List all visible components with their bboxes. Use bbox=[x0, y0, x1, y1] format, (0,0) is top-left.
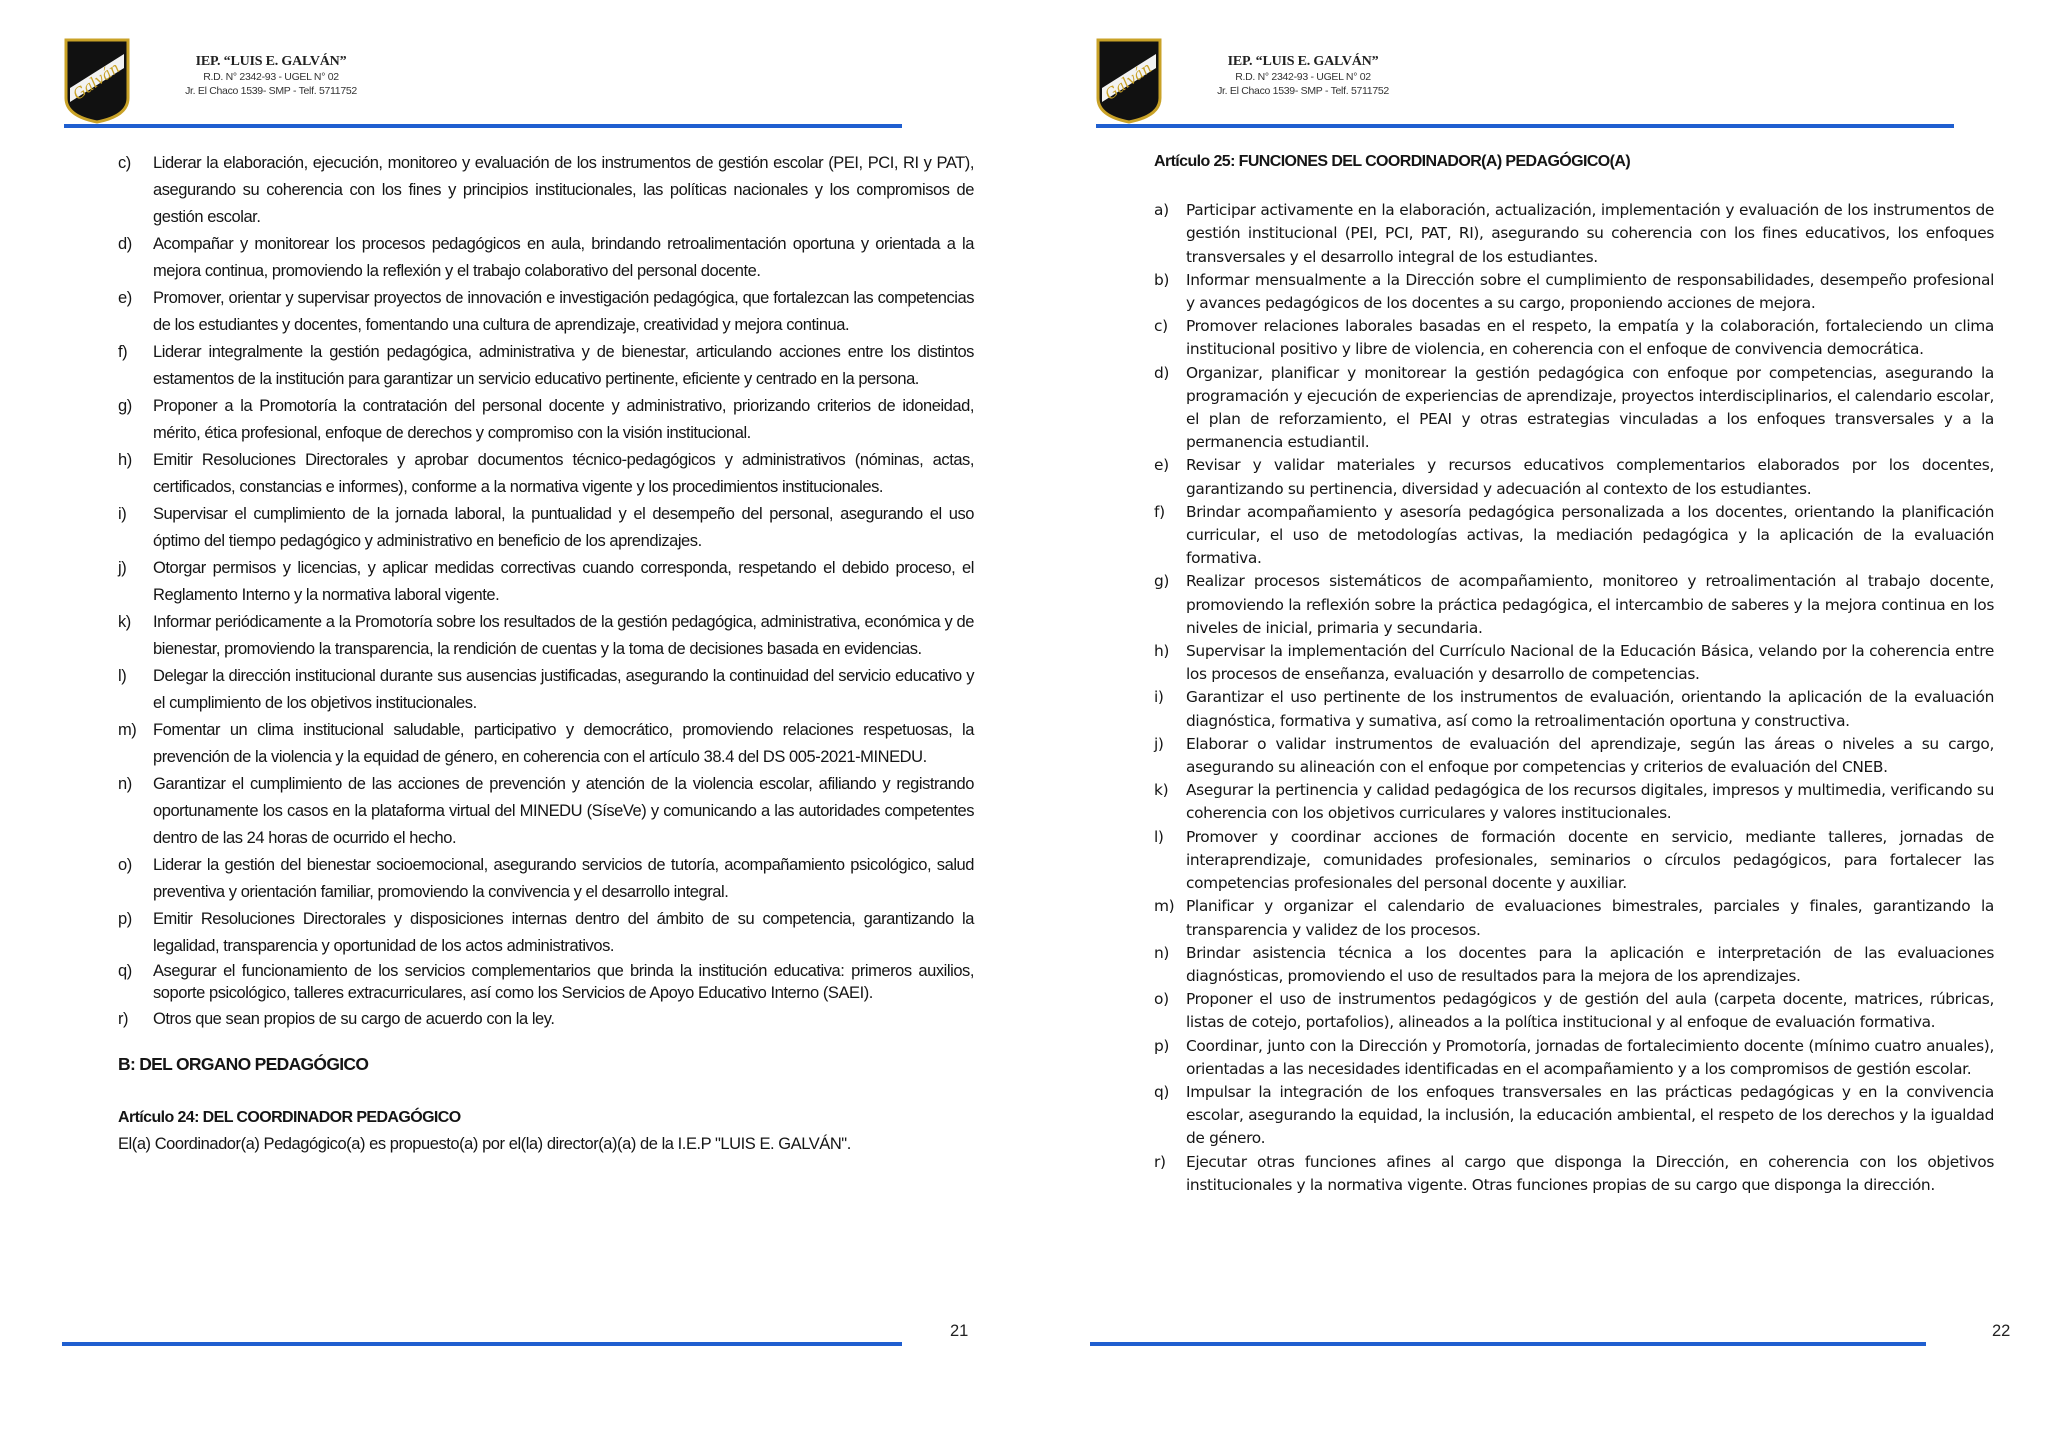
list-item: d) Acompañar y monitorear los procesos pedagógicos en aula, brindando retroalimentación oportuna y orientada a la mejora continua, promoviendo la reflexión y el trabajo colaborativo del personal docente. bbox=[118, 235, 974, 280]
list-item: a) Participar activamente en la elaboración, actualización, implementación y evaluación de los instrumentos de gestión institucional (PEI, PCI, PAT, RI), asegurando su coherencia con los fines educativos, los enfoques transversales y el desarrollo integral de los estudiantes. bbox=[1154, 201, 1994, 266]
page-number: 21 bbox=[950, 1322, 969, 1340]
list-item: l) Promover y coordinar acciones de formación docente en servicio, mediante talleres, jornadas de interaprendizaje, comunidades profesionales, seminarios o círculos pedagógicos, para fortalecer las competencias profesionales del personal docente y auxiliar. bbox=[1154, 827, 1994, 893]
header-rule bbox=[64, 124, 902, 128]
school-resolution: R.D. N° 2342-93 - UGEL N° 02 bbox=[1235, 71, 1371, 83]
section-title: B: DEL ORGANO PEDAGÓGICO bbox=[118, 1054, 369, 1074]
page-number: 22 bbox=[1992, 1322, 2011, 1340]
page-body bbox=[1154, 150, 1994, 1197]
list-item: q) Impulsar la integración de los enfoques transversales en las prácticas pedagógicas y en la convivencia escolar, asegurando la equidad, la inclusión, la educación ambiental, el respeto de los derechos y la igualdad de género. bbox=[1154, 1082, 1994, 1148]
article-title: Artículo 24: DEL COORDINADOR PEDAGÓGICO bbox=[118, 1109, 461, 1126]
list-item: d) Organizar, planificar y monitorear la gestión pedagógica con enfoque por competencias, asegurando la programación y ejecución de experiencias de aprendizaje, proyectos interdisciplinarios, el calendario escolar, el plan de reforzamiento, el PEAI y otras estrategias vinculadas a los enfoques transversales y a la permanencia estudiantil. bbox=[1154, 363, 1994, 452]
list-item: f) Brindar acompañamiento y asesoría pedagógica personalizada a los docentes, orientando la planificación curricular, el uso de metodologías activas, la mediación pedagógica y la aplicación de la evaluación formativa. bbox=[1154, 502, 1994, 568]
list-item: n) Brindar asistencia técnica a los docentes para la aplicación e interpretación de las evaluaciones diagnósticas, promoviendo el uso de resultados para la mejora de los aprendizajes. bbox=[1154, 943, 1994, 985]
article-text: El(a) Coordinador(a) Pedagógico(a) es propuesto(a) por el(la) director(a)(a) de la I.E.P "LUIS E. GALVÁN". bbox=[118, 1135, 851, 1153]
page-header bbox=[62, 36, 902, 130]
list-item: b) Informar mensualmente a la Dirección sobre el cumplimiento de responsabilidades, desempeño profesional y avances pedagógicos de los docentes a su cargo, proponiendo acciones de mejora. bbox=[1154, 270, 1994, 313]
logo-text: Galván bbox=[69, 58, 124, 104]
school-resolution: R.D. N° 2342-93 - UGEL N° 02 bbox=[203, 71, 339, 83]
footer-rule bbox=[1090, 1342, 1926, 1346]
list-item: q) Asegurar el funcionamiento de los servicios complementarios que brinda la institución educativa: primeros auxilios, soporte psicológico, talleres extracurriculares, así como los Servicios de Apoyo Educativo Interno (SAEI). bbox=[118, 962, 974, 1002]
document-page-22 bbox=[1024, 0, 2048, 1448]
list-item: p) Emitir Resoluciones Directorales y disposiciones internas dentro del ámbito de su competencia, garantizando la legalidad, transparencia y oportunidad de los actos administrativos. bbox=[118, 910, 974, 955]
list-item: k) Asegurar la pertinencia y calidad pedagógica de los recursos digitales, impresos y multimedia, verificando su coherencia con los objetivos curriculares y valores institucionales. bbox=[1154, 781, 1994, 823]
list-item: j) Otorgar permisos y licencias, y aplicar medidas correctivas cuando corresponda, respetando el debido proceso, el Reglamento Interno y la normativa laboral vigente. bbox=[118, 559, 974, 604]
page-body bbox=[118, 150, 974, 1158]
list-item: j) Elaborar o validar instrumentos de evaluación del aprendizaje, según las áreas o niveles a su cargo, asegurando su alineación con el enfoque por competencias y criterios de evaluación del CNEB. bbox=[1154, 734, 1994, 777]
list-item: c) Promover relaciones laborales basadas en el respeto, la empatía y la colaboración, fortaleciendo un clima institucional positivo y libre de violencia, en coherencia con el enfoque de convivencia democrática. bbox=[1154, 317, 1994, 359]
list-item: e) Revisar y validar materiales y recursos educativos complementarios elaborados por los docentes, garantizando su pertinencia, diversidad y adecuación al contexto de los estudiantes. bbox=[1154, 456, 1994, 498]
list-item: r) Ejecutar otras funciones afines al cargo que disponga la Dirección, en coherencia con los objetivos institucionales y la normativa vigente. Otras funciones propias de su cargo que disponga la dirección. bbox=[1154, 1152, 1994, 1194]
header-text-block bbox=[166, 54, 376, 98]
list-item: c) Liderar la elaboración, ejecución, monitoreo y evaluación de los instrumentos de gestión escolar (PEI, PCI, RI y PAT), asegurando su coherencia con los fines y principios institucionales, las políticas nacionales y los compromisos de gestión escolar. bbox=[118, 154, 974, 226]
list-item: m) Fomentar un clima institucional saludable, participativo y democrático, promoviendo relaciones respetuosas, la prevención de la violencia y la equidad de género, en coherencia con el artículo 38.4 del DS 005-2021-MINEDU. bbox=[118, 721, 974, 766]
list-item: i) Supervisar el cumplimiento de la jornada laboral, la puntualidad y el desempeño del personal, asegurando el uso óptimo del tiempo pedagógico y administrativo en beneficio de los aprendizajes. bbox=[118, 505, 974, 550]
school-address: Jr. El Chaco 1539- SMP - Telf. 5711752 bbox=[185, 85, 357, 97]
list-item: l) Delegar la dirección institucional durante sus ausencias justificadas, asegurando la continuidad del servicio educativo y el cumplimiento de los objetivos institucionales. bbox=[118, 667, 974, 712]
school-name: IEP. “LUIS E. GALVÁN” bbox=[1227, 54, 1379, 69]
list-item: k) Informar periódicamente a la Promotoría sobre los resultados de la gestión pedagógica, administrativa, económica y de bienestar, promoviendo la transparencia, la rendición de cuentas y la toma de decisiones basada en evidencias. bbox=[118, 613, 974, 658]
list-item: i) Garantizar el uso pertinente de los instrumentos de evaluación, orientando la aplicación de la evaluación diagnóstica, formativa y sumativa, así como la retroalimentación oportuna y constructiva. bbox=[1154, 688, 1994, 730]
logo-text: Galván bbox=[1101, 58, 1156, 104]
list-item: r) Otros que sean propios de su cargo de acuerdo con la ley. bbox=[118, 1010, 555, 1028]
school-address: Jr. El Chaco 1539- SMP - Telf. 5711752 bbox=[1217, 85, 1389, 97]
school-logo bbox=[64, 38, 130, 124]
list-item: g) Proponer a la Promotoría la contratación del personal docente y administrativo, priorizando criterios de idoneidad, mérito, ética profesional, enfoque de derechos y compromiso con la visión institucional. bbox=[118, 397, 974, 442]
page-header bbox=[1094, 36, 1954, 130]
list-item: o) Proponer el uso de instrumentos pedagógicos y de gestión del aula (carpeta docente, matrices, rúbricas, listas de cotejo, portafolios), alineados a la política institucional y al enfoque de evaluación formativa. bbox=[1154, 990, 1994, 1032]
list-item: o) Liderar la gestión del bienestar socioemocional, asegurando servicios de tutoría, acompañamiento psicológico, salud preventiva y orientación familiar, promoviendo la convivencia y el desarrollo integral. bbox=[118, 856, 974, 901]
article-title: Artículo 25: FUNCIONES DEL COORDINADOR(A) PEDAGÓGICO(A) bbox=[1154, 153, 1631, 170]
school-logo bbox=[1096, 38, 1162, 124]
footer-rule bbox=[62, 1342, 902, 1346]
list-item: f) Liderar integralmente la gestión pedagógica, administrativa y de bienestar, articulando acciones entre los distintos estamentos de la institución para garantizar un servicio educativo pertinente, eficiente y centrado en la persona. bbox=[118, 343, 974, 388]
header-text-block bbox=[1198, 54, 1408, 98]
list-item: h) Supervisar la implementación del Currículo Nacional de la Educación Básica, velando por la coherencia entre los procesos de enseñanza, evaluación y desarrollo de competencias. bbox=[1154, 642, 1994, 684]
list-item: h) Emitir Resoluciones Directorales y aprobar documentos técnico-pedagógicos y administrativos (nóminas, actas, certificados, constancias e informes), conforme a la normativa vigente y los procedimientos institucionales. bbox=[118, 451, 974, 496]
list-item: m) Planificar y organizar el calendario de evaluaciones bimestrales, parciales y finales, garantizando la transparencia y validez de los procesos. bbox=[1154, 897, 1994, 939]
school-name: IEP. “LUIS E. GALVÁN” bbox=[195, 54, 347, 69]
list-item: n) Garantizar el cumplimiento de las acciones de prevención y atención de la violencia escolar, afiliando y registrando oportunamente los casos en la plataforma virtual del MINEDU (SíseVe) y comunicando a las autoridades competentes dentro de las 24 horas de ocurrido el hecho. bbox=[118, 775, 974, 847]
list-item: e) Promover, orientar y supervisar proyectos de innovación e investigación pedagógica, que fortalezcan las competencias de los estudiantes y docentes, fomentando una cultura de aprendizaje, creatividad y mejora continua. bbox=[118, 289, 974, 334]
header-rule bbox=[1096, 124, 1954, 128]
list-item: g) Realizar procesos sistemáticos de acompañamiento, monitoreo y retroalimentación al trabajo docente, promoviendo la reflexión sobre la práctica pedagógica, el intercambio de saberes y la mejora continua en los niveles de inicial, primaria y secundaria. bbox=[1154, 572, 1994, 637]
list-item: p) Coordinar, junto con la Dirección y Promotoría, jornadas de fortalecimiento docente (mínimo cuatro anuales), orientadas a las necesidades identificadas en el acompañamiento y a los compromisos de gestión escolar. bbox=[1154, 1036, 1994, 1078]
